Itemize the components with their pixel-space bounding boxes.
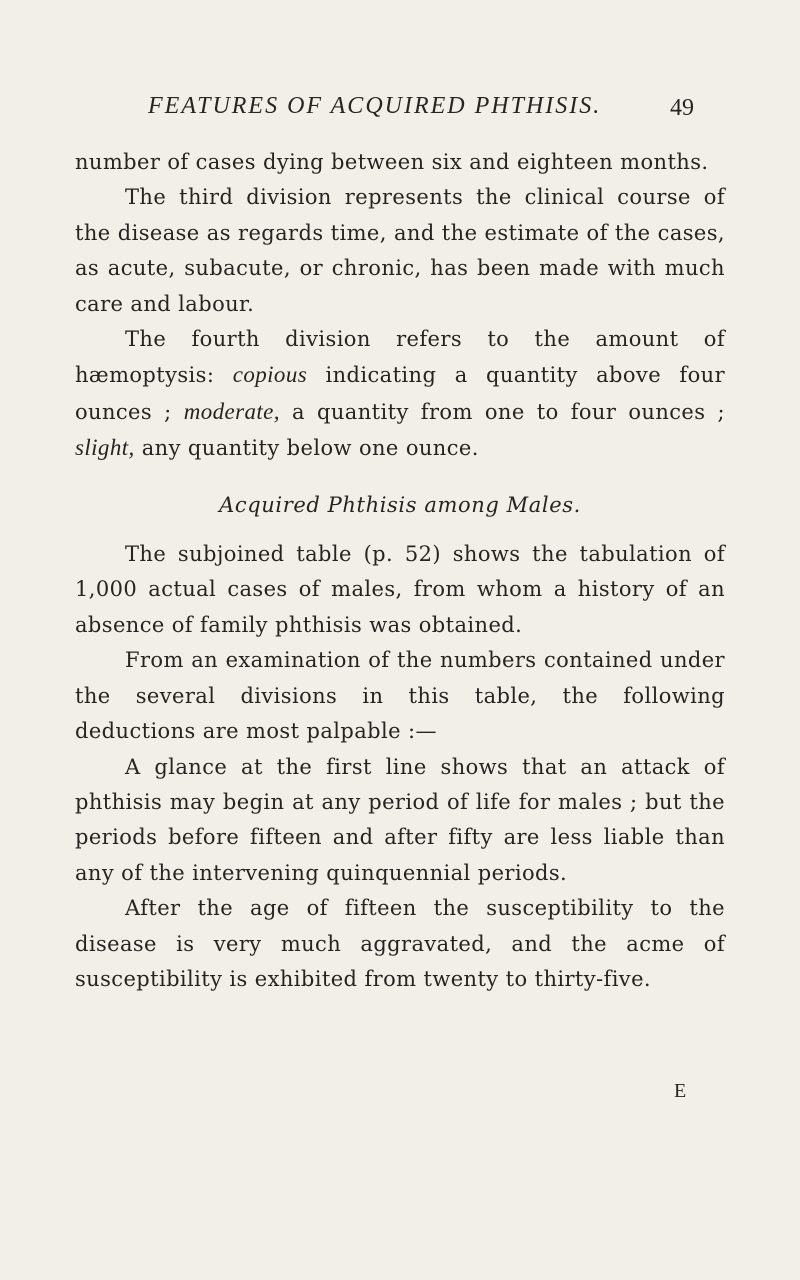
term-copious: copious	[232, 362, 308, 388]
running-head: FEATURES OF ACQUIRED PHTHISIS.	[148, 93, 602, 119]
page-number: 49	[670, 95, 694, 121]
signature-mark: E	[674, 1080, 687, 1102]
paragraph-1: number of cases dying between six and eighteen months.	[75, 150, 709, 174]
paragraph-6: A glance at the first line shows that an attack of phthisis may begin at any period of life for males ; but the periods before fifteen and after fifty are less liable than any of the intervening quinquennial periods.	[75, 754, 725, 885]
paragraph-4: The subjoined table (p. 52) shows the tabulation of 1,000 actual cases of males, from whom a history of an absence of family phthisis was obtained.	[75, 542, 725, 637]
paragraph-3-text-3: a quantity from one to four ounces ;	[279, 399, 726, 424]
body-text	[75, 145, 725, 997]
paragraph-2: The third division represents the clinical course of the disease as regards time, and the estimate of the cases, as acute, subacute, or chronic, has been made with much care and labour.	[75, 185, 725, 316]
term-moderate: moderate,	[183, 398, 280, 424]
paragraph-5: From an examination of the numbers contained under the several divisions in this table, the following deductions are most palpable :—	[75, 648, 725, 744]
paragraph-3-text-1: The fourth division refers to the amount of hæmoptysis:	[75, 327, 725, 388]
paragraph-7: After the age of fifteen the susceptibility to the disease is very much aggravated, and the acme of susceptibility is exhibited from twenty to thirty-five.	[75, 896, 725, 991]
paragraph-3	[75, 322, 725, 467]
paragraph-3-text-4: any quantity below one ounce.	[134, 436, 479, 461]
paragraph-3-text-2: indicating a quantity above four ounces ;	[75, 363, 726, 424]
term-slight: slight,	[75, 435, 135, 461]
section-heading: Acquired Phthisis among Males.	[219, 492, 581, 517]
